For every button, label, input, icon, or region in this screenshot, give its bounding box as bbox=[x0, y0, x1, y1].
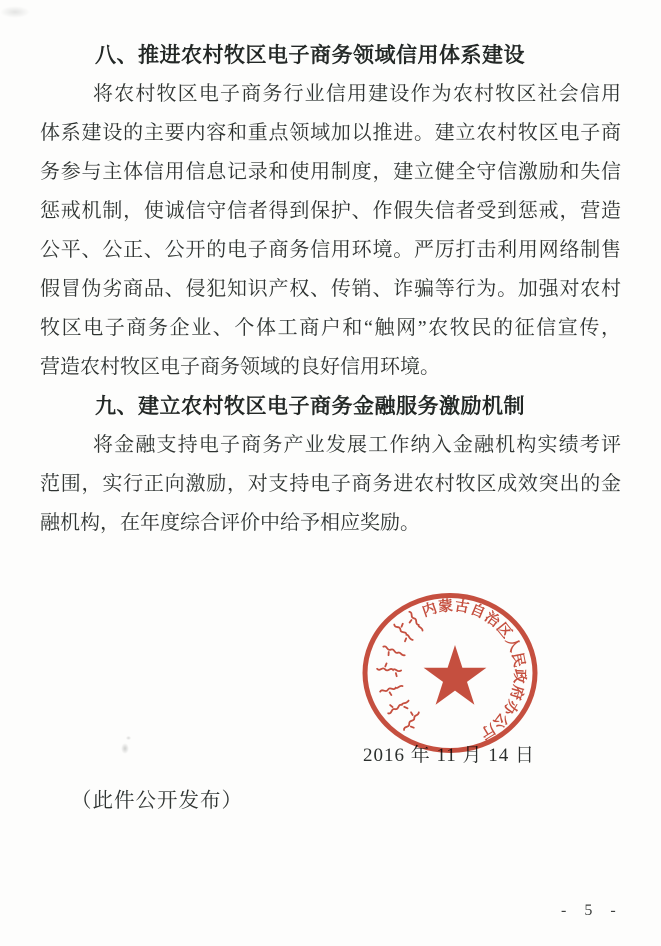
paragraph-line: 牧区电子商务企业、个体工商户和“触网”农牧民的征信宣传， bbox=[40, 317, 621, 339]
official-seal bbox=[356, 588, 544, 760]
paragraph-line: 范围，实行正向激励，对支持电子商务进农村牧区成效突出的金 bbox=[40, 473, 621, 495]
paragraph-line: 公平、公正、公开的电子商务信用环境。严厉打击利用网络制售 bbox=[40, 239, 621, 261]
paragraph-line: 将农村牧区电子商务行业信用建设作为农村牧区社会信用 bbox=[93, 83, 621, 105]
paragraph-line: 营造农村牧区电子商务领域的良好信用环境。 bbox=[40, 356, 440, 378]
document-body bbox=[40, 36, 621, 543]
section-8-heading: 八、推进农村牧区电子商务领域信用体系建设 bbox=[95, 44, 525, 67]
paragraph-line: 融机构，在年度综合评价中给予相应奖励。 bbox=[40, 512, 420, 534]
scan-artifact bbox=[0, 6, 30, 18]
paragraph-line: 假冒伪劣商品、侵犯知识产权、传销、诈骗等行为。加强对农村 bbox=[40, 278, 621, 300]
document-date: 2016 年 11 月 14 日 bbox=[363, 745, 536, 766]
seal-mongolian-script-icon bbox=[377, 611, 424, 734]
scan-artifact bbox=[121, 743, 129, 754]
paragraph-line: 将金融支持电子商务产业发展工作纳入金融机构实绩考评 bbox=[93, 434, 621, 456]
seal-star-icon bbox=[424, 645, 487, 705]
scan-artifact bbox=[126, 736, 131, 740]
paragraph-line: 务参与主体信用信息记录和使用制度，建立健全守信激励和失信 bbox=[40, 161, 621, 183]
paragraph-line: 体系建设的主要内容和重点领域加以推进。建立农村牧区电子商 bbox=[40, 122, 621, 144]
seal-text: 内蒙古自治区人民政府办公厅 bbox=[420, 598, 528, 742]
paragraph-line: 惩戒机制，使诚信守信者得到保护、作假失信者受到惩戒，营造 bbox=[40, 200, 621, 222]
section-9-heading: 九、建立农村牧区电子商务金融服务激励机制 bbox=[95, 395, 525, 418]
page-number: - 5 - bbox=[561, 902, 623, 919]
publish-note: （此件公开发布） bbox=[71, 790, 243, 812]
